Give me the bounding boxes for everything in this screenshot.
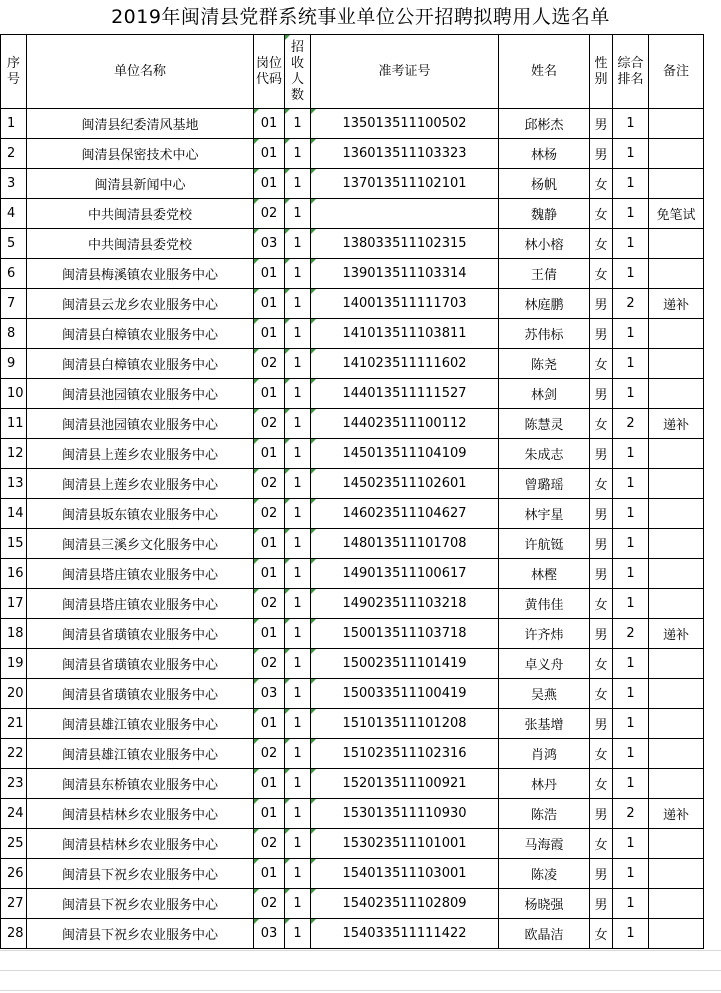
cell-exam-no: 149013511100617 xyxy=(311,559,499,589)
cell-post-code: 02 xyxy=(254,739,285,769)
cell-post-code: 01 xyxy=(254,289,285,319)
cell-name: 肖鸿 xyxy=(499,739,590,769)
cell-recruit-count: 1 xyxy=(285,229,311,259)
cell-name: 马海霞 xyxy=(499,829,590,859)
cell-note xyxy=(649,649,704,679)
cell-post-code: 01 xyxy=(254,169,285,199)
cell-rank: 1 xyxy=(613,739,649,769)
cell-idx: 13 xyxy=(1,469,27,499)
cell-recruit-count: 1 xyxy=(285,829,311,859)
cell-post-code: 03 xyxy=(254,919,285,949)
cell-name: 林宇星 xyxy=(499,499,590,529)
cell-name: 林杨 xyxy=(499,139,590,169)
header-rank: 综合排名 xyxy=(613,35,649,109)
table-row xyxy=(1,259,704,289)
cell-name: 林丹 xyxy=(499,769,590,799)
cell-rank: 1 xyxy=(613,199,649,229)
cell-rank: 1 xyxy=(613,769,649,799)
cell-name: 卓义舟 xyxy=(499,649,590,679)
cell-gender: 女 xyxy=(590,739,613,769)
cell-idx: 1 xyxy=(1,109,27,139)
cell-exam-no: 146023511104627 xyxy=(311,499,499,529)
cell-idx: 25 xyxy=(1,829,27,859)
table-row xyxy=(1,799,704,829)
cell-note xyxy=(649,679,704,709)
cell-rank: 1 xyxy=(613,259,649,289)
cell-gender: 男 xyxy=(590,529,613,559)
cell-gender: 男 xyxy=(590,289,613,319)
cell-exam-no xyxy=(311,199,499,229)
cell-idx: 18 xyxy=(1,619,27,649)
cell-post-code: 01 xyxy=(254,709,285,739)
cell-name: 林庭鹏 xyxy=(499,289,590,319)
cell-post-code: 01 xyxy=(254,619,285,649)
cell-rank: 1 xyxy=(613,499,649,529)
cell-note xyxy=(649,769,704,799)
cell-exam-no: 135013511100502 xyxy=(311,109,499,139)
cell-recruit-count: 1 xyxy=(285,289,311,319)
cell-name: 陈浩 xyxy=(499,799,590,829)
cell-name: 邱彬杰 xyxy=(499,109,590,139)
cell-gender: 男 xyxy=(590,859,613,889)
cell-name: 许航铤 xyxy=(499,529,590,559)
cell-exam-no: 150023511101419 xyxy=(311,649,499,679)
cell-post-code: 02 xyxy=(254,649,285,679)
cell-gender: 男 xyxy=(590,109,613,139)
cell-exam-no: 141023511111602 xyxy=(311,349,499,379)
cell-exam-no: 151023511102316 xyxy=(311,739,499,769)
header-post-code: 岗位代码 xyxy=(254,35,285,109)
cell-name: 陈尧 xyxy=(499,349,590,379)
cell-idx: 28 xyxy=(1,919,27,949)
cell-note: 递补 xyxy=(649,409,704,439)
empty-grid-line xyxy=(0,950,721,951)
cell-gender: 男 xyxy=(590,889,613,919)
table-row xyxy=(1,589,704,619)
table-row xyxy=(1,769,704,799)
cell-name: 杨帆 xyxy=(499,169,590,199)
table-row xyxy=(1,919,704,949)
cell-recruit-count: 1 xyxy=(285,859,311,889)
cell-unit: 闽清县下祝乡农业服务中心 xyxy=(27,859,254,889)
cell-name: 林樫 xyxy=(499,559,590,589)
table-row xyxy=(1,439,704,469)
cell-unit: 闽清县保密技术中心 xyxy=(27,139,254,169)
empty-grid-line xyxy=(0,990,721,991)
cell-post-code: 01 xyxy=(254,799,285,829)
candidate-table xyxy=(0,34,704,949)
cell-recruit-count: 1 xyxy=(285,319,311,349)
cell-rank: 1 xyxy=(613,109,649,139)
cell-unit: 闽清县三溪乡文化服务中心 xyxy=(27,529,254,559)
cell-note xyxy=(649,829,704,859)
cell-name: 林小榕 xyxy=(499,229,590,259)
cell-post-code: 02 xyxy=(254,499,285,529)
table-row xyxy=(1,859,704,889)
cell-unit: 闽清县省璜镇农业服务中心 xyxy=(27,619,254,649)
cell-exam-no: 137013511102101 xyxy=(311,169,499,199)
cell-note xyxy=(649,109,704,139)
cell-rank: 1 xyxy=(613,589,649,619)
cell-rank: 1 xyxy=(613,889,649,919)
header-unit: 单位名称 xyxy=(27,35,254,109)
cell-post-code: 01 xyxy=(254,559,285,589)
cell-recruit-count: 1 xyxy=(285,379,311,409)
table-row xyxy=(1,199,704,229)
table-row xyxy=(1,829,704,859)
cell-gender: 女 xyxy=(590,649,613,679)
cell-idx: 2 xyxy=(1,139,27,169)
cell-name: 朱成志 xyxy=(499,439,590,469)
page-title: 2019年闽清县党群系统事业单位公开招聘拟聘用人选名单 xyxy=(111,6,610,28)
table-row xyxy=(1,139,704,169)
cell-note xyxy=(649,169,704,199)
cell-unit: 闽清县新闻中心 xyxy=(27,169,254,199)
cell-rank: 1 xyxy=(613,709,649,739)
cell-unit: 中共闽清县委党校 xyxy=(27,229,254,259)
cell-gender: 男 xyxy=(590,619,613,649)
cell-unit: 闽清县上莲乡农业服务中心 xyxy=(27,469,254,499)
cell-note: 递补 xyxy=(649,799,704,829)
cell-post-code: 01 xyxy=(254,259,285,289)
cell-gender: 男 xyxy=(590,139,613,169)
cell-unit: 闽清县塔庄镇农业服务中心 xyxy=(27,589,254,619)
cell-gender: 男 xyxy=(590,319,613,349)
cell-note xyxy=(649,499,704,529)
cell-gender: 女 xyxy=(590,169,613,199)
cell-rank: 2 xyxy=(613,619,649,649)
cell-idx: 14 xyxy=(1,499,27,529)
cell-unit: 闽清县桔林乡农业服务中心 xyxy=(27,829,254,859)
cell-post-code: 02 xyxy=(254,589,285,619)
cell-post-code: 01 xyxy=(254,859,285,889)
cell-exam-no: 140013511111703 xyxy=(311,289,499,319)
table-row xyxy=(1,109,704,139)
cell-idx: 11 xyxy=(1,409,27,439)
cell-note: 递补 xyxy=(649,289,704,319)
header-exam-no: 准考证号 xyxy=(311,35,499,109)
cell-rank: 1 xyxy=(613,559,649,589)
cell-gender: 女 xyxy=(590,919,613,949)
cell-recruit-count: 1 xyxy=(285,529,311,559)
cell-idx: 26 xyxy=(1,859,27,889)
cell-rank: 1 xyxy=(613,679,649,709)
cell-note xyxy=(649,589,704,619)
cell-rank: 1 xyxy=(613,469,649,499)
cell-post-code: 01 xyxy=(254,379,285,409)
cell-idx: 23 xyxy=(1,769,27,799)
cell-post-code: 02 xyxy=(254,409,285,439)
cell-recruit-count: 1 xyxy=(285,619,311,649)
cell-gender: 女 xyxy=(590,409,613,439)
cell-note: 免笔试 xyxy=(649,199,704,229)
cell-gender: 男 xyxy=(590,379,613,409)
table-row xyxy=(1,559,704,589)
cell-recruit-count: 1 xyxy=(285,349,311,379)
cell-name: 欧晶洁 xyxy=(499,919,590,949)
cell-exam-no: 136013511103323 xyxy=(311,139,499,169)
cell-recruit-count: 1 xyxy=(285,589,311,619)
cell-recruit-count: 1 xyxy=(285,739,311,769)
cell-idx: 21 xyxy=(1,709,27,739)
cell-exam-no: 150033511100419 xyxy=(311,679,499,709)
cell-exam-no: 153023511101001 xyxy=(311,829,499,859)
cell-exam-no: 148013511101708 xyxy=(311,529,499,559)
cell-gender: 男 xyxy=(590,439,613,469)
cell-unit: 闽清县纪委清风基地 xyxy=(27,109,254,139)
cell-unit: 闽清县雄江镇农业服务中心 xyxy=(27,709,254,739)
cell-idx: 7 xyxy=(1,289,27,319)
cell-name: 魏静 xyxy=(499,199,590,229)
cell-unit: 闽清县梅溪镇农业服务中心 xyxy=(27,259,254,289)
cell-recruit-count: 1 xyxy=(285,109,311,139)
cell-note xyxy=(649,349,704,379)
cell-unit: 闽清县东桥镇农业服务中心 xyxy=(27,769,254,799)
cell-exam-no: 145013511104109 xyxy=(311,439,499,469)
cell-unit: 闽清县省璜镇农业服务中心 xyxy=(27,649,254,679)
cell-post-code: 03 xyxy=(254,229,285,259)
cell-idx: 9 xyxy=(1,349,27,379)
cell-note xyxy=(649,739,704,769)
cell-name: 陈慧灵 xyxy=(499,409,590,439)
cell-rank: 1 xyxy=(613,169,649,199)
cell-gender: 女 xyxy=(590,259,613,289)
cell-gender: 男 xyxy=(590,499,613,529)
cell-exam-no: 154013511103001 xyxy=(311,859,499,889)
cell-post-code: 03 xyxy=(254,679,285,709)
cell-post-code: 01 xyxy=(254,529,285,559)
cell-post-code: 02 xyxy=(254,889,285,919)
table-row xyxy=(1,619,704,649)
cell-recruit-count: 1 xyxy=(285,559,311,589)
cell-gender: 女 xyxy=(590,199,613,229)
cell-note xyxy=(649,919,704,949)
cell-rank: 1 xyxy=(613,319,649,349)
cell-exam-no: 144013511111527 xyxy=(311,379,499,409)
cell-unit: 闽清县下祝乡农业服务中心 xyxy=(27,919,254,949)
cell-name: 吴燕 xyxy=(499,679,590,709)
table-row xyxy=(1,649,704,679)
cell-recruit-count: 1 xyxy=(285,799,311,829)
cell-gender: 女 xyxy=(590,829,613,859)
table-row xyxy=(1,469,704,499)
cell-recruit-count: 1 xyxy=(285,919,311,949)
table-row xyxy=(1,889,704,919)
cell-post-code: 02 xyxy=(254,469,285,499)
cell-idx: 22 xyxy=(1,739,27,769)
empty-grid-line xyxy=(0,970,721,971)
cell-idx: 6 xyxy=(1,259,27,289)
cell-note xyxy=(649,379,704,409)
cell-post-code: 01 xyxy=(254,139,285,169)
cell-post-code: 02 xyxy=(254,349,285,379)
cell-recruit-count: 1 xyxy=(285,199,311,229)
cell-rank: 2 xyxy=(613,409,649,439)
cell-gender: 女 xyxy=(590,769,613,799)
cell-note xyxy=(649,859,704,889)
header-name: 姓名 xyxy=(499,35,590,109)
cell-rank: 1 xyxy=(613,919,649,949)
cell-unit: 闽清县省璜镇农业服务中心 xyxy=(27,679,254,709)
cell-rank: 1 xyxy=(613,829,649,859)
cell-exam-no: 138033511102315 xyxy=(311,229,499,259)
cell-gender: 女 xyxy=(590,679,613,709)
cell-unit: 闽清县雄江镇农业服务中心 xyxy=(27,739,254,769)
cell-unit: 中共闽清县委党校 xyxy=(27,199,254,229)
cell-rank: 1 xyxy=(613,139,649,169)
cell-gender: 男 xyxy=(590,559,613,589)
cell-idx: 12 xyxy=(1,439,27,469)
cell-exam-no: 145023511102601 xyxy=(311,469,499,499)
cell-exam-no: 139013511103314 xyxy=(311,259,499,289)
cell-idx: 27 xyxy=(1,889,27,919)
cell-exam-no: 141013511103811 xyxy=(311,319,499,349)
cell-recruit-count: 1 xyxy=(285,469,311,499)
cell-rank: 1 xyxy=(613,439,649,469)
cell-recruit-count: 1 xyxy=(285,709,311,739)
cell-idx: 5 xyxy=(1,229,27,259)
cell-idx: 15 xyxy=(1,529,27,559)
header-idx: 序号 xyxy=(1,35,27,109)
cell-name: 曾璐瑶 xyxy=(499,469,590,499)
cell-note xyxy=(649,319,704,349)
cell-recruit-count: 1 xyxy=(285,649,311,679)
table-row xyxy=(1,349,704,379)
cell-idx: 4 xyxy=(1,199,27,229)
table-row xyxy=(1,709,704,739)
table-row xyxy=(1,499,704,529)
table-row xyxy=(1,379,704,409)
cell-note xyxy=(649,559,704,589)
table-row xyxy=(1,529,704,559)
cell-exam-no: 149023511103218 xyxy=(311,589,499,619)
cell-rank: 1 xyxy=(613,529,649,559)
cell-idx: 16 xyxy=(1,559,27,589)
cell-gender: 女 xyxy=(590,349,613,379)
cell-idx: 10 xyxy=(1,379,27,409)
cell-rank: 1 xyxy=(613,379,649,409)
header-gender: 性别 xyxy=(590,35,613,109)
table-row xyxy=(1,229,704,259)
cell-idx: 3 xyxy=(1,169,27,199)
cell-recruit-count: 1 xyxy=(285,769,311,799)
cell-recruit-count: 1 xyxy=(285,679,311,709)
cell-recruit-count: 1 xyxy=(285,169,311,199)
cell-rank: 2 xyxy=(613,799,649,829)
cell-exam-no: 154033511111422 xyxy=(311,919,499,949)
cell-exam-no: 150013511103718 xyxy=(311,619,499,649)
cell-name: 苏伟标 xyxy=(499,319,590,349)
cell-unit: 闽清县池园镇农业服务中心 xyxy=(27,379,254,409)
cell-name: 陈凌 xyxy=(499,859,590,889)
cell-unit: 闽清县白樟镇农业服务中心 xyxy=(27,349,254,379)
cell-unit: 闽清县池园镇农业服务中心 xyxy=(27,409,254,439)
cell-idx: 19 xyxy=(1,649,27,679)
table-row xyxy=(1,409,704,439)
cell-gender: 女 xyxy=(590,469,613,499)
cell-note xyxy=(649,259,704,289)
table-row xyxy=(1,679,704,709)
cell-unit: 闽清县白樟镇农业服务中心 xyxy=(27,319,254,349)
cell-exam-no: 154023511102809 xyxy=(311,889,499,919)
cell-recruit-count: 1 xyxy=(285,259,311,289)
cell-post-code: 02 xyxy=(254,829,285,859)
cell-post-code: 01 xyxy=(254,769,285,799)
cell-rank: 1 xyxy=(613,229,649,259)
cell-name: 王倩 xyxy=(499,259,590,289)
cell-unit: 闽清县上莲乡农业服务中心 xyxy=(27,439,254,469)
table-row xyxy=(1,289,704,319)
table-row xyxy=(1,319,704,349)
cell-recruit-count: 1 xyxy=(285,889,311,919)
cell-note xyxy=(649,889,704,919)
cell-name: 林剑 xyxy=(499,379,590,409)
cell-note xyxy=(649,469,704,499)
cell-gender: 女 xyxy=(590,589,613,619)
cell-exam-no: 144023511100112 xyxy=(311,409,499,439)
cell-recruit-count: 1 xyxy=(285,499,311,529)
cell-idx: 17 xyxy=(1,589,27,619)
cell-rank: 1 xyxy=(613,349,649,379)
cell-idx: 24 xyxy=(1,799,27,829)
cell-exam-no: 153013511110930 xyxy=(311,799,499,829)
cell-note xyxy=(649,139,704,169)
cell-recruit-count: 1 xyxy=(285,409,311,439)
cell-gender: 女 xyxy=(590,229,613,259)
cell-unit: 闽清县云龙乡农业服务中心 xyxy=(27,289,254,319)
cell-unit: 闽清县塔庄镇农业服务中心 xyxy=(27,559,254,589)
cell-rank: 1 xyxy=(613,649,649,679)
cell-exam-no: 152013511100921 xyxy=(311,769,499,799)
cell-unit: 闽清县坂东镇农业服务中心 xyxy=(27,499,254,529)
cell-note xyxy=(649,529,704,559)
cell-post-code: 01 xyxy=(254,319,285,349)
cell-note: 递补 xyxy=(649,619,704,649)
cell-name: 张基增 xyxy=(499,709,590,739)
header-recruit-count: 招收人数 xyxy=(285,35,311,109)
header-note: 备注 xyxy=(649,35,704,109)
cell-name: 黄伟佳 xyxy=(499,589,590,619)
cell-gender: 男 xyxy=(590,799,613,829)
table-row xyxy=(1,739,704,769)
table-header-row xyxy=(1,35,704,109)
cell-note xyxy=(649,709,704,739)
cell-name: 许齐炜 xyxy=(499,619,590,649)
cell-recruit-count: 1 xyxy=(285,139,311,169)
cell-note xyxy=(649,439,704,469)
cell-idx: 20 xyxy=(1,679,27,709)
cell-name: 杨晓强 xyxy=(499,889,590,919)
cell-unit: 闽清县桔林乡农业服务中心 xyxy=(27,799,254,829)
cell-rank: 2 xyxy=(613,289,649,319)
table-row xyxy=(1,169,704,199)
cell-post-code: 02 xyxy=(254,199,285,229)
cell-note xyxy=(649,229,704,259)
cell-gender: 男 xyxy=(590,709,613,739)
cell-post-code: 01 xyxy=(254,109,285,139)
cell-idx: 8 xyxy=(1,319,27,349)
cell-exam-no: 151013511101208 xyxy=(311,709,499,739)
cell-unit: 闽清县下祝乡农业服务中心 xyxy=(27,889,254,919)
cell-recruit-count: 1 xyxy=(285,439,311,469)
cell-post-code: 01 xyxy=(254,439,285,469)
cell-rank: 1 xyxy=(613,859,649,889)
